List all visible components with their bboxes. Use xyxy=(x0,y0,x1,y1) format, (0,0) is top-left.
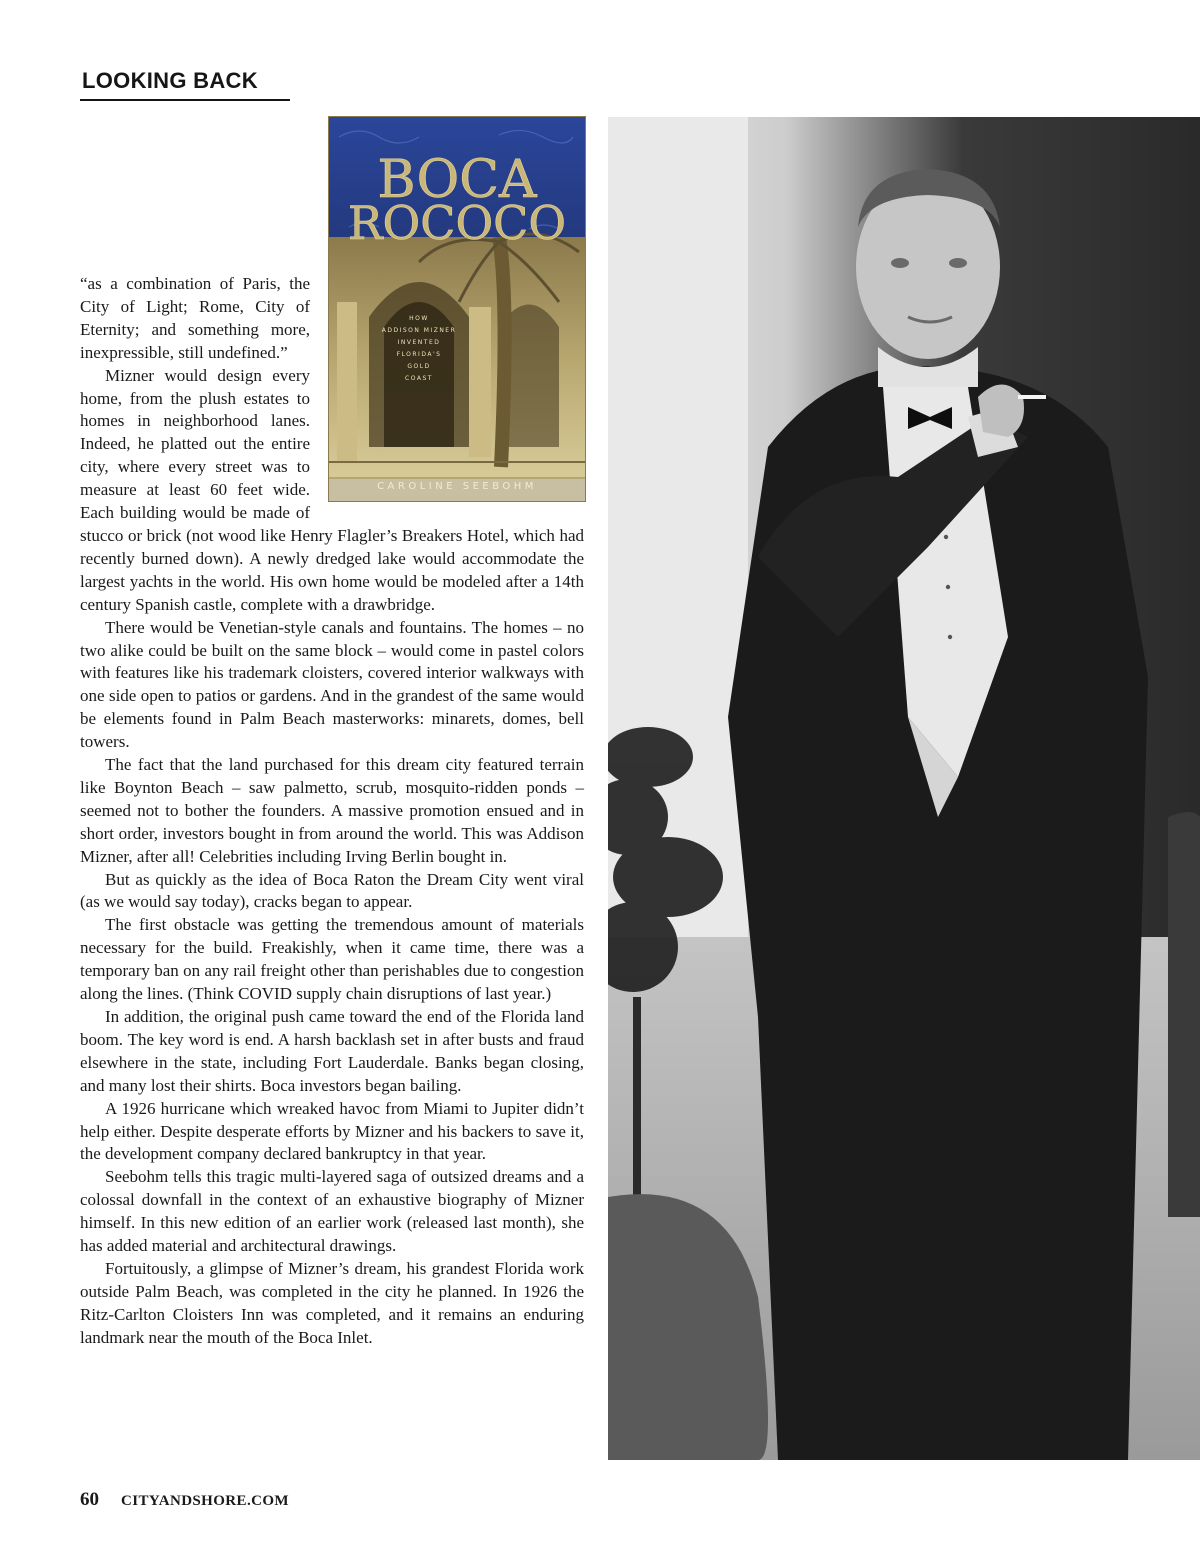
article-paragraph-9: Seebohm tells this tragic multi-layered saga of outsized dreams and a colossal downfall in the context of an exhaustive biography of Mizner himself. In this new edition of an earlier work (released last month), she has added material and architectural drawings. xyxy=(80,1167,584,1256)
article-paragraph-1: “as a combination of Paris, the City of Light; Rome, City of Eternity; and something more, inexpressible, still undefined.” xyxy=(80,274,310,362)
portrait-photo xyxy=(608,117,1200,1460)
cover-subtitle-4: FLORIDA'S xyxy=(396,351,442,358)
article-paragraph-6: The first obstacle was getting the tremendous amount of materials necessary for the build. Freakishly, when it came time, there was a temporary ban on any rail freight other than perishables due to congestion along the lines. (Think COVID supply chain disruptions of last year.) xyxy=(80,915,584,1004)
article-paragraph-2: Mizner would design every home, from the plush estates to homes in neighborhood lanes. Indeed, he platted out the entire city, where every street was to measure at least 60 feet wide. Each building would be made of stucco or brick (not wood like Henry Flagler’s Breakers Hotel, which had recently burned down). A newly dredged lake would accommodate the largest yachts in the world. His own home would be modeled after a 14th century Spanish castle, complete with a drawbridge. xyxy=(80,365,584,614)
site-name: CITYANDSHORE.COM xyxy=(121,1493,289,1509)
cover-title-line1: BOCA xyxy=(377,150,537,210)
cover-subtitle-3: INVENTED xyxy=(397,339,441,346)
page-number: 60 xyxy=(80,1489,99,1510)
cover-subtitle-1: HOW xyxy=(409,315,429,322)
article-paragraph-10: Fortuitously, a glimpse of Mizner’s dream, his grandest Florida work outside Palm Beach, was completed in the city he planned. In 1926 the Ritz-Carlton Cloisters Inn was completed, and it remains an enduring landmark near the mouth of the Boca Inlet. xyxy=(80,1258,584,1347)
cover-title-line2: ROCOCO xyxy=(347,196,567,250)
page-footer xyxy=(80,1489,289,1511)
cover-subtitle-5: GOLD xyxy=(407,363,431,370)
cover-subtitle-2: ADDISON MIZNER xyxy=(381,327,457,334)
article-paragraph-5: But as quickly as the idea of Boca Raton the Dream City went viral (as we would say today), cracks began to appear. xyxy=(80,869,584,912)
cover-author: CAROLINE SEEBOHM xyxy=(377,481,537,492)
article-paragraph-3: There would be Venetian-style canals and fountains. The homes – no two alike could be built on the same block – would come in pastel colors with features like his trademark cloisters, covered interior walkways with one side open to patios or gardens. And in the grandest of the same would be elements found in Palm Beach masterworks: minarets, domes, bell towers. xyxy=(80,617,584,752)
section-title: LOOKING BACK xyxy=(82,68,258,93)
section-title-underline xyxy=(80,99,290,101)
article-paragraph-7: In addition, the original push came toward the end of the Florida land boom. The key word is end. A harsh backlash set in after busts and fraud elsewhere in the state, including Fort Lauderdale. Banks began closing, and many lost their shirts. Boca investors began bailing. xyxy=(80,1007,584,1095)
cover-subtitle-6: COAST xyxy=(405,375,433,382)
article-paragraph-8: A 1926 hurricane which wreaked havoc from Miami to Jupiter didn’t help either. Despite desperate efforts by Mizner and his backers to save it, the development company declared bankruptcy in that year. xyxy=(80,1098,584,1164)
cover-wrap-spacer xyxy=(310,273,584,509)
article-paragraph-4: The fact that the land purchased for this dream city featured terrain like Boynton Beach – saw palmetto, scrub, mosquito-ridden ponds – seemed not to bother the founders. A massive promotion ensued and in short order, investors bought in from around the world. This was Addison Mizner, after all! Celebrities including Irving Berlin bought in. xyxy=(80,755,584,866)
article-body xyxy=(80,273,584,1350)
